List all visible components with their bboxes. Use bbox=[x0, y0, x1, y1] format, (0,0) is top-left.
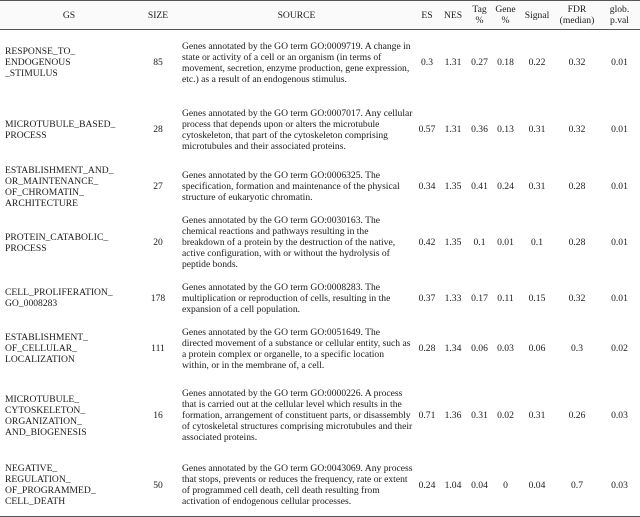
cell-gene: 0.13 bbox=[497, 124, 514, 135]
cell-fdr: 0.3 bbox=[571, 343, 583, 354]
cell-tag: 0.17 bbox=[471, 292, 488, 304]
header-tag: Tag % bbox=[467, 1, 492, 30]
cell-signal: 0.1 bbox=[531, 237, 543, 248]
header-row bbox=[0, 1, 640, 30]
header-signal: Signal bbox=[519, 1, 555, 30]
gene-set-name: ESTABLISHMENT_AND_ OR_MAINTENANCE_ OF_CHROMATIN_ ARCHITECTURE bbox=[5, 164, 114, 209]
cell-signal: 0.31 bbox=[528, 410, 546, 421]
cell-pval: 0.02 bbox=[611, 343, 628, 354]
cell-gene: 0 bbox=[492, 455, 519, 517]
cell-es: 0.37 bbox=[418, 292, 436, 304]
cell-nes: 1.35 bbox=[444, 181, 462, 192]
header-source: SOURCE bbox=[178, 1, 415, 30]
cell-tag: 0.06 bbox=[471, 343, 488, 354]
gene-set-name: MICROTUBULE_ CYTOSKELETON_ ORGANIZATION_ AND_BIOGENESIS bbox=[5, 393, 87, 438]
cell-source: Genes annotated by the GO term GO:0006325. The specification, formation and maintenance of the physical structure of eukaryotic chromatin. bbox=[182, 170, 400, 203]
cell-source: Genes annotated by the GO term GO:0000226. A process that is carried out at the cellular level which results in the formation, arrangement of constituent parts, or disassembly of cytoskeletal structures comprising microtubules and their associated proteins. bbox=[182, 388, 413, 443]
cell-gene: 0.11 bbox=[497, 292, 514, 304]
cell-signal: 0.15 bbox=[528, 292, 546, 304]
cell-fdr: 0.32 bbox=[568, 292, 586, 304]
cell-gs bbox=[0, 96, 138, 164]
gene-set-name: MICROTUBULE_BASED_ PROCESS bbox=[5, 118, 116, 141]
cell-tag: 0.27 bbox=[471, 57, 488, 69]
cell-nes: 1.34 bbox=[444, 343, 462, 354]
cell-signal: 0.04 bbox=[519, 455, 555, 517]
cell-gs bbox=[0, 377, 138, 455]
gene-set-name: PROTEIN_CATABOLIC_ PROCESS bbox=[5, 231, 109, 254]
cell-es: 0.24 bbox=[415, 455, 439, 517]
cell-tag: 0.31 bbox=[471, 410, 488, 421]
cell-es: 0.34 bbox=[418, 181, 436, 192]
gene-set-name: ESTABLISHMENT_ OF_CELLULAR_ LOCALIZATION bbox=[5, 332, 88, 365]
cell-gs bbox=[0, 30, 138, 96]
cell-source: Genes annotated by the GO term GO:0051649. The directed movement of a substance or cellular entity, such as a protein complex or organelle, to a specific location within, or in the membrane of, a cell. bbox=[182, 326, 411, 371]
cell-pval: 0.03 bbox=[599, 455, 640, 517]
header-es: ES bbox=[415, 1, 439, 30]
gene-set-name: CELL_PROLIFERATION_ GO_0008283 bbox=[5, 287, 113, 309]
header-fdr: FDR (median) bbox=[555, 1, 599, 30]
cell-fdr: 0.28 bbox=[568, 181, 586, 192]
cell-pval: 0.01 bbox=[611, 237, 628, 248]
cell-es: 0.71 bbox=[418, 410, 436, 421]
header-pval: glob. p.val bbox=[599, 1, 640, 30]
cell-tag: 0.36 bbox=[471, 124, 488, 135]
cell-tag: 0.41 bbox=[471, 181, 488, 192]
cell-signal: 0.22 bbox=[528, 57, 546, 69]
cell-es: 0.28 bbox=[418, 343, 436, 354]
cell-pval: 0.01 bbox=[611, 181, 628, 192]
cell-pval: 0.01 bbox=[611, 292, 628, 304]
cell-fdr: 0.7 bbox=[555, 455, 599, 517]
cell-gs bbox=[0, 455, 138, 517]
cell-size: 16 bbox=[153, 410, 163, 421]
cell-es: 0.57 bbox=[418, 124, 436, 135]
cell-es: 0.3 bbox=[421, 57, 433, 69]
cell-gene: 0.03 bbox=[497, 343, 514, 354]
cell-fdr: 0.26 bbox=[568, 410, 586, 421]
cell-gs bbox=[0, 164, 138, 210]
cell-source: Genes annotated by the GO term GO:0030163. The chemical reactions and pathways resulting in the breakdown of a protein by the destruction of the native, active configuration, with or without the hydrolysis of peptide bonds. bbox=[182, 215, 396, 270]
cell-source: Genes annotated by the GO term GO:0009719. A change in state or activity of a cell or an organism (in terms of movement, secretion, enzyme production, gene expression, etc.) as a result of an endogenous stimulus. bbox=[182, 40, 411, 85]
cell-signal: 0.31 bbox=[528, 181, 546, 192]
header-nes: NES bbox=[439, 1, 467, 30]
cell-gene: 0.02 bbox=[497, 410, 514, 421]
cell-gs bbox=[0, 321, 138, 377]
cell-nes: 1.04 bbox=[439, 455, 467, 517]
cell-size: 178 bbox=[150, 292, 166, 304]
cell-nes: 1.36 bbox=[444, 410, 462, 421]
gene-set-name: RESPONSE_TO_ ENDOGENOUS _STIMULUS bbox=[5, 46, 76, 80]
header-gs: GS bbox=[0, 1, 138, 30]
header-gene: Gene % bbox=[492, 1, 519, 30]
cell-gene: 0.24 bbox=[497, 181, 514, 192]
cell-tag: 0.04 bbox=[467, 455, 492, 517]
cell-signal: 0.06 bbox=[528, 343, 546, 354]
cell-nes: 1.35 bbox=[444, 237, 462, 248]
cell-fdr: 0.32 bbox=[568, 57, 586, 69]
cell-gs bbox=[0, 210, 138, 276]
cell-size: 20 bbox=[153, 237, 163, 248]
cell-source: Genes annotated by the GO term GO:0008283. The multiplication or reproduction of cells, resulting in the expansion of a cell population. bbox=[182, 281, 391, 315]
cell-nes: 1.33 bbox=[444, 292, 462, 304]
cell-nes: 1.31 bbox=[444, 124, 462, 135]
cell-fdr: 0.28 bbox=[568, 237, 586, 248]
cell-es: 0.42 bbox=[418, 237, 436, 248]
cell-size: 27 bbox=[153, 181, 163, 192]
table-row bbox=[0, 164, 640, 210]
table-row bbox=[0, 377, 640, 455]
cell-size: 111 bbox=[151, 343, 165, 354]
cell-nes: 1.31 bbox=[444, 57, 462, 69]
cell-signal: 0.31 bbox=[528, 124, 546, 135]
cell-pval: 0.01 bbox=[611, 57, 628, 69]
cell-source: Genes annotated by the GO term GO:0043069. Any process that stops, prevents or reduces the frequency, rate or extent of programmed cell death, cell death resulting from activation of endogenous cellular processes. bbox=[178, 455, 415, 517]
gene-set-name: NEGATIVE_ REGULATION_ OF_PROGRAMMED_ CELL_DEATH bbox=[5, 463, 96, 508]
table-row bbox=[0, 30, 640, 96]
cell-gs bbox=[0, 276, 138, 321]
cell-size: 50 bbox=[138, 455, 178, 517]
cell-gene: 0.18 bbox=[497, 57, 514, 69]
table-row bbox=[0, 210, 640, 276]
table-row bbox=[0, 455, 640, 517]
header-size: SIZE bbox=[138, 1, 178, 30]
table-row bbox=[0, 321, 640, 377]
cell-size: 28 bbox=[153, 124, 163, 135]
table-row bbox=[0, 96, 640, 164]
cell-gene: 0.01 bbox=[497, 237, 514, 248]
cell-fdr: 0.32 bbox=[568, 124, 586, 135]
cell-pval: 0.01 bbox=[611, 124, 628, 135]
cell-tag: 0.1 bbox=[473, 237, 486, 248]
cell-size: 85 bbox=[153, 57, 163, 69]
cell-pval: 0.03 bbox=[611, 410, 628, 421]
cell-source: Genes annotated by the GO term GO:0007017. Any cellular process that depends upon or alters the microtubule cytoskeleton, that part of the cytoskeleton comprising microtubules and their associated proteins. bbox=[182, 107, 413, 152]
table-row bbox=[0, 276, 640, 321]
